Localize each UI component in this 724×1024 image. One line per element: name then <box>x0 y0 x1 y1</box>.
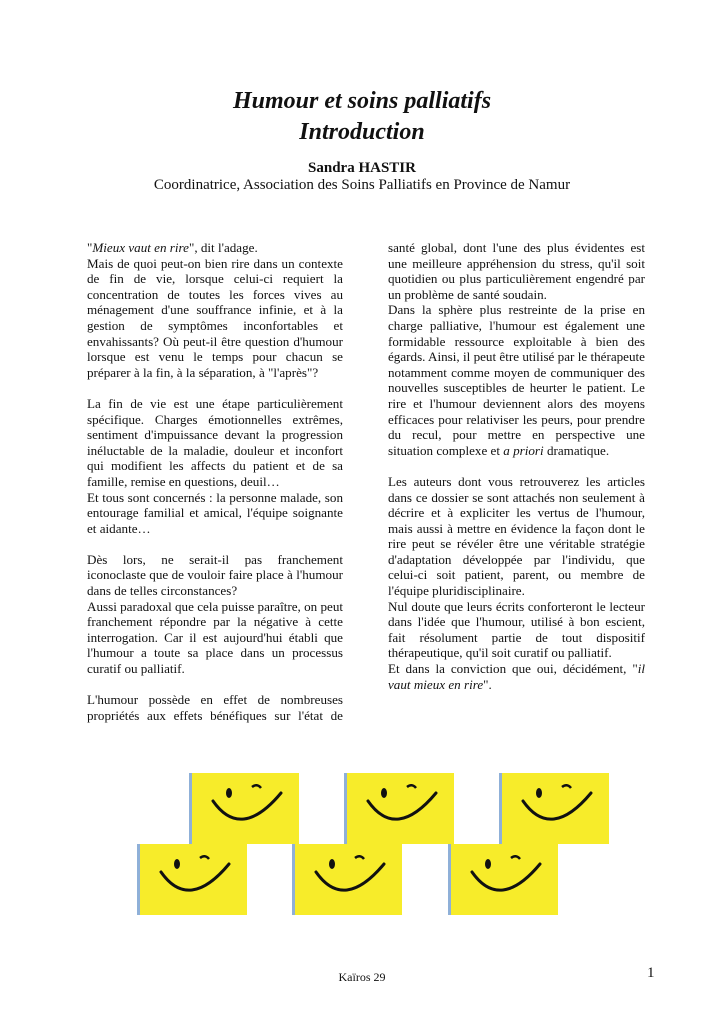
paragraph: L'humour possède en effet de nombreuses propriétés aux effets bénéfiques sur l'état de <box>87 692 343 723</box>
smiley-face-icon <box>499 773 609 844</box>
title-line-1: Humour et soins palliatifs <box>232 88 492 114</box>
text-span: Dans la sphère plus restreinte de la prise en charge palliative, l'humour est également une formidable ressource exploitable à bien des égards. Ainsi, il peut être utilisé par le thérapeute notamment comme moyen de communiquer des nouvelles susceptibles de heurter le patient. Le rire et l'humour deviennent alors des moyens efficaces pour relativiser les peurs, pour prendre du recul, pour mettre en perspective une situation complexe et <box>388 302 645 458</box>
page-number: 1 <box>647 965 655 981</box>
paragraph <box>388 661 645 692</box>
paragraph: santé global, dont l'une des plus évidentes est une meilleure appréhension du stress, qu'il soit quotidien ou plus particulièrement engendré par un problème de santé soudain. <box>388 240 645 302</box>
quote-italic: Mieux vaut en rire <box>92 240 189 255</box>
text-column-right <box>388 240 645 692</box>
footer-journal: Kaïros 29 <box>338 970 386 984</box>
smiley-face-icon <box>448 844 558 915</box>
smiley-face-icon <box>137 844 247 915</box>
title-line-2: Introduction <box>299 119 425 145</box>
smiley-face-icon <box>189 773 299 844</box>
text-column-left <box>87 240 343 723</box>
paragraph: Aussi paradoxal que cela puisse paraître, on peut franchement répondre par la négative à cette interrogation. Car il est aujourd'hui établi que l'humour a toute sa place dans un processus curatif ou palliatif. <box>87 598 343 677</box>
text-span: dramatique. <box>543 442 610 458</box>
author-affiliation: Coordinatrice, Association des Soins Palliatifs en Province de Namur <box>153 177 571 193</box>
paragraph: Nul doute que leurs écrits conforteront le lecteur dans l'idée que l'humour, utilisé à bon escient, fait résolument partie de tout dispositif thérapeutique, qu'il soit curatif ou palliatif. <box>388 598 645 661</box>
italic-phrase: il vaut mieux en rire <box>388 661 645 692</box>
text-span: Mais de quoi peut-on bien rire dans un contexte de fin de vie, lorsque celui-ci requiert la concentration de toutes les forces vives au ménagement d'une souffrance infinie, et à la gestion de symptômes inconfortables et envahissants? Où peut-il être question d'humour lorsque est venu le temps pour chacun se préparer à la fin, à la séparation, à "l'après"? <box>87 255 343 380</box>
text-span: , dit l'adage. <box>194 240 258 255</box>
paragraph: La fin de vie est une étape particulièrement spécifique. Charges émotionnelles extrêmes, sentiment d'impuissance devant la progression inéluctable de la maladie, douleur et inconfort qui modifient les affects du patient et de sa famille, remise en questions, deuil… <box>87 395 343 489</box>
paragraph: Dès lors, ne serait-il pas franchement iconoclaste que de vouloir faire place à l'humour dans de telles circonstances? <box>87 551 343 599</box>
paragraph <box>388 302 645 458</box>
article-title <box>0 86 724 148</box>
paragraph: Et tous sont concernés : la personne malade, son entourage familial et amical, l'équipe soignante et aidante… <box>87 489 343 536</box>
paragraph: "Mieux vaut en rire", dit l'adage. Mais de quoi peut-on bien rire dans un contexte de fin de vie, lorsque celui-ci requiert la concentration de toutes les forces vives au ménagement d'une souffrance infinie, et à la gestion de symptômes inconfortables et envahissants? Où peut-il être question d'humour lorsque est venu le temps pour chacun se préparer à la fin, à la séparation, à "l'après"? <box>87 240 343 380</box>
italic-phrase: a priori <box>503 442 544 458</box>
paragraph: Les auteurs dont vous retrouverez les articles dans ce dossier se sont attachés non seulement à décrire et à expliciter les vertus de l'humour, mais aussi à mettre en évidence la façon dont le rire peut se révéler être une véritable stratégie d'adaptation développée par l'individu, que celui-ci soit patient, parent, ou membre de l'équipe pluridisciplinaire. <box>388 473 645 599</box>
smiley-face-icon <box>344 773 454 844</box>
smiley-face-icon <box>292 844 402 915</box>
text-span: Et dans la conviction que oui, décidément, " <box>388 661 638 677</box>
author-name: Sandra HASTIR <box>308 160 416 176</box>
text-span: ". <box>483 676 492 692</box>
